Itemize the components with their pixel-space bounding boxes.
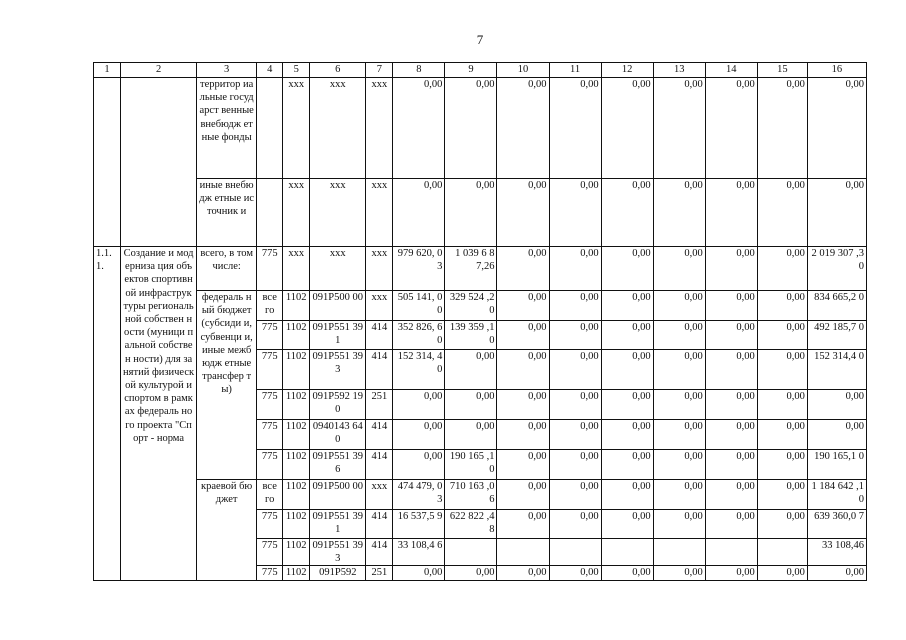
value-cell: 0,00 (757, 350, 807, 390)
value-cell: 352 826, 60 (393, 321, 445, 350)
value-cell: 0,00 (497, 78, 549, 179)
value-cell: 0,00 (705, 480, 757, 510)
value-cell (653, 539, 705, 566)
table-row (94, 480, 867, 510)
code-cell: xxx (366, 247, 393, 291)
value-cell: 0,00 (601, 350, 653, 390)
header-cell: 2 (121, 63, 197, 78)
code-cell: 775 (257, 566, 283, 580)
value-cell: 0,00 (705, 420, 757, 450)
value-cell: 0,00 (653, 78, 705, 179)
value-cell: 0,00 (601, 247, 653, 291)
value-cell: 0,00 (445, 390, 497, 420)
value-cell: 0,00 (601, 321, 653, 350)
value-cell: 0,00 (705, 78, 757, 179)
value-cell: 622 822 ,48 (445, 510, 497, 539)
value-cell: 0,00 (497, 450, 549, 480)
code-cell: 251 (366, 390, 393, 420)
value-cell: 0,00 (549, 78, 601, 179)
code-cell: 775 (257, 510, 283, 539)
code-cell: 091P592 190 (310, 390, 366, 420)
value-cell: 1 184 642 ,10 (807, 480, 866, 510)
code-cell: все го (257, 480, 283, 510)
value-cell: 0,00 (445, 78, 497, 179)
value-cell: 0,00 (393, 78, 445, 179)
empty-cell (257, 179, 283, 247)
value-cell: 0,00 (705, 321, 757, 350)
code-cell: xxx (283, 179, 310, 247)
value-cell: 0,00 (601, 390, 653, 420)
code-cell: 414 (366, 510, 393, 539)
code-cell: 091P551 391 (310, 321, 366, 350)
value-cell: 0,00 (757, 321, 807, 350)
value-cell: 0,00 (807, 179, 866, 247)
code-cell: 1102 (283, 566, 310, 580)
value-cell: 0,00 (653, 566, 705, 580)
value-cell: 0,00 (757, 420, 807, 450)
code-cell: 414 (366, 450, 393, 480)
code-cell: xxx (310, 247, 366, 291)
value-cell: 505 141, 00 (393, 291, 445, 321)
value-cell: 0,00 (757, 179, 807, 247)
value-cell: 190 165 ,10 (445, 450, 497, 480)
value-cell: 834 665,2 0 (807, 291, 866, 321)
value-cell: 0,00 (445, 179, 497, 247)
value-cell: 0,00 (705, 450, 757, 480)
value-cell: 0,00 (705, 350, 757, 390)
table-row (94, 78, 867, 179)
value-cell: 1 039 6 87,26 (445, 247, 497, 291)
table-row (94, 247, 867, 291)
value-cell: 0,00 (757, 291, 807, 321)
code-cell: 1102 (283, 539, 310, 566)
value-cell: 0,00 (497, 566, 549, 580)
value-cell: 16 537,5 9 (393, 510, 445, 539)
value-cell (601, 539, 653, 566)
value-cell: 0,00 (549, 566, 601, 580)
value-cell: 0,00 (497, 291, 549, 321)
header-cell: 9 (445, 63, 497, 78)
code-cell: xxx (283, 247, 310, 291)
value-cell: 0,00 (705, 291, 757, 321)
value-cell: 0,00 (807, 78, 866, 179)
code-cell: xxx (283, 78, 310, 179)
code-cell: xxx (366, 291, 393, 321)
value-cell: 0,00 (497, 179, 549, 247)
value-cell: 33 108,4 6 (393, 539, 445, 566)
code-cell: 1102 (283, 291, 310, 321)
value-cell: 0,00 (757, 480, 807, 510)
code-cell: 091P551 391 (310, 510, 366, 539)
budget-table (93, 62, 867, 581)
code-cell: 414 (366, 539, 393, 566)
value-cell: 0,00 (549, 480, 601, 510)
empty-cell (94, 78, 121, 247)
page-number: 7 (476, 32, 484, 47)
value-cell: 0,00 (497, 510, 549, 539)
empty-cell (121, 78, 197, 247)
value-cell: 0,00 (601, 179, 653, 247)
code-cell: 775 (257, 539, 283, 566)
value-cell: 0,00 (549, 390, 601, 420)
header-cell: 13 (653, 63, 705, 78)
header-cell: 10 (497, 63, 549, 78)
value-cell: 0,00 (757, 450, 807, 480)
header-cell: 16 (807, 63, 866, 78)
header-cell: 14 (705, 63, 757, 78)
value-cell: 0,00 (549, 420, 601, 450)
code-cell: 251 (366, 566, 393, 580)
value-cell: 0,00 (601, 420, 653, 450)
table-row (94, 179, 867, 247)
value-cell: 0,00 (497, 420, 549, 450)
empty-cell (257, 78, 283, 179)
value-cell: 0,00 (601, 450, 653, 480)
code-cell: xxx (366, 480, 393, 510)
header-cell: 8 (393, 63, 445, 78)
value-cell: 2 019 307 ,30 (807, 247, 866, 291)
code-cell: 091P500 00 (310, 291, 366, 321)
header-cell: 3 (197, 63, 257, 78)
value-cell: 0,00 (445, 420, 497, 450)
code-cell: 1102 (283, 390, 310, 420)
value-cell: 0,00 (653, 291, 705, 321)
value-cell: 152 314,4 0 (807, 350, 866, 390)
code-cell: xxx (310, 78, 366, 179)
value-cell: 0,00 (653, 420, 705, 450)
value-cell: 0,00 (601, 566, 653, 580)
value-cell: 0,00 (393, 179, 445, 247)
value-cell: 0,00 (549, 247, 601, 291)
value-cell: 0,00 (497, 247, 549, 291)
value-cell: 0,00 (653, 450, 705, 480)
code-cell: 1102 (283, 321, 310, 350)
header-row (94, 63, 867, 78)
value-cell: 0,00 (549, 291, 601, 321)
value-cell: 33 108,46 (807, 539, 866, 566)
value-cell: 0,00 (393, 450, 445, 480)
code-cell: xxx (366, 179, 393, 247)
code-cell: 775 (257, 350, 283, 390)
code-cell: 0940143 640 (310, 420, 366, 450)
value-cell: 190 165,1 0 (807, 450, 866, 480)
code-cell: 414 (366, 420, 393, 450)
value-cell: 0,00 (497, 390, 549, 420)
value-cell: 152 314, 40 (393, 350, 445, 390)
value-cell: 492 185,7 0 (807, 321, 866, 350)
code-cell: 775 (257, 420, 283, 450)
value-cell: 710 163 ,06 (445, 480, 497, 510)
code-cell: 1102 (283, 420, 310, 450)
value-cell: 139 359 ,10 (445, 321, 497, 350)
value-cell: 0,00 (549, 450, 601, 480)
value-cell: 0,00 (807, 390, 866, 420)
value-cell: 0,00 (757, 247, 807, 291)
value-cell: 0,00 (705, 390, 757, 420)
value-cell: 0,00 (549, 350, 601, 390)
source-label: федераль ный бюджет (субсиди и, субвенци и, иные межбюдж етные трансфер ты) (197, 291, 257, 480)
value-cell: 0,00 (653, 179, 705, 247)
code-cell: 091P551 393 (310, 350, 366, 390)
value-cell (445, 539, 497, 566)
value-cell: 0,00 (497, 321, 549, 350)
code-cell: 1102 (283, 450, 310, 480)
value-cell: 0,00 (445, 350, 497, 390)
header-cell: 4 (257, 63, 283, 78)
value-cell: 0,00 (445, 566, 497, 580)
value-cell (705, 539, 757, 566)
value-cell: 329 524 ,20 (445, 291, 497, 321)
value-cell: 0,00 (393, 390, 445, 420)
source-label: территор иальные государст венные внебюдж етные фонды (197, 78, 257, 179)
header-cell: 11 (549, 63, 601, 78)
section-name: Создание и модерниза ция объектов спортивной инфраструк туры региональ ной собствен ности (муници пальной собствен ности) для занятий физической культурой и спортом в рамках федераль ного проекта "Спорт - норма (121, 247, 197, 581)
code-cell: 775 (257, 390, 283, 420)
table-row (94, 291, 867, 321)
value-cell: 0,00 (705, 566, 757, 580)
value-cell: 639 360,0 7 (807, 510, 866, 539)
value-cell: 0,00 (601, 510, 653, 539)
code-cell: 1102 (283, 480, 310, 510)
value-cell: 0,00 (653, 321, 705, 350)
code-cell: xxx (310, 179, 366, 247)
code-cell: xxx (366, 78, 393, 179)
code-cell: 091P551 396 (310, 450, 366, 480)
value-cell: 0,00 (549, 179, 601, 247)
code-cell: 1102 (283, 350, 310, 390)
header-cell: 6 (310, 63, 366, 78)
value-cell: 0,00 (705, 247, 757, 291)
value-cell: 0,00 (653, 510, 705, 539)
value-cell: 0,00 (757, 390, 807, 420)
header-cell: 12 (601, 63, 653, 78)
code-cell: 091P500 00 (310, 480, 366, 510)
value-cell: 0,00 (549, 321, 601, 350)
value-cell: 0,00 (653, 480, 705, 510)
value-cell: 0,00 (807, 566, 866, 580)
source-label: всего, в том числе: (197, 247, 257, 291)
value-cell: 0,00 (393, 566, 445, 580)
value-cell: 0,00 (757, 510, 807, 539)
value-cell: 0,00 (497, 350, 549, 390)
value-cell: 0,00 (653, 247, 705, 291)
header-cell: 15 (757, 63, 807, 78)
value-cell: 0,00 (757, 566, 807, 580)
value-cell: 0,00 (705, 179, 757, 247)
value-cell (549, 539, 601, 566)
code-cell: 414 (366, 321, 393, 350)
value-cell: 0,00 (807, 420, 866, 450)
value-cell: 0,00 (705, 510, 757, 539)
value-cell: 979 620, 03 (393, 247, 445, 291)
header-cell: 1 (94, 63, 121, 78)
code-cell: 091P592 (310, 566, 366, 580)
code-cell: 775 (257, 321, 283, 350)
code-cell: 414 (366, 350, 393, 390)
code-cell: все го (257, 291, 283, 321)
value-cell: 0,00 (601, 78, 653, 179)
value-cell (757, 539, 807, 566)
header-cell: 7 (366, 63, 393, 78)
code-cell: 091P551 393 (310, 539, 366, 566)
header-cell: 5 (283, 63, 310, 78)
value-cell: 0,00 (757, 78, 807, 179)
value-cell: 0,00 (497, 480, 549, 510)
value-cell: 0,00 (653, 390, 705, 420)
code-cell: 775 (257, 450, 283, 480)
value-cell (497, 539, 549, 566)
source-label: иные внебюдж етные источник и (197, 179, 257, 247)
code-cell: 1102 (283, 510, 310, 539)
value-cell: 0,00 (601, 480, 653, 510)
code-cell: 775 (257, 247, 283, 291)
value-cell: 0,00 (393, 420, 445, 450)
value-cell: 0,00 (549, 510, 601, 539)
value-cell: 0,00 (601, 291, 653, 321)
value-cell: 474 479, 03 (393, 480, 445, 510)
source-label: краевой бюджет (197, 480, 257, 581)
section-number: 1.1. 1. (94, 247, 121, 581)
value-cell: 0,00 (653, 350, 705, 390)
